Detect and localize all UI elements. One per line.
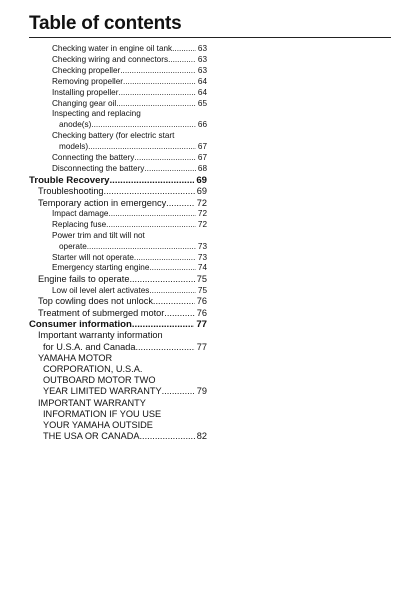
toc-entry[interactable]: [29, 253, 207, 264]
toc-page-number: 75: [197, 285, 207, 295]
toc-entry-title-line: YAMAHA MOTOR: [38, 352, 113, 363]
dot-leader: [120, 66, 196, 77]
toc-entry-title: operate: [59, 241, 87, 251]
toc-entry-title: Replacing fuse: [52, 219, 107, 229]
dot-leader: [110, 175, 195, 187]
toc-entry-title: Removing propeller: [52, 76, 123, 86]
toc-entry-title: anode(s): [59, 120, 92, 130]
toc-entry-title-line: Checking battery (for electric start: [52, 131, 175, 141]
toc-page-number: 74: [197, 263, 207, 273]
toc-page-number: 63: [197, 54, 207, 64]
toc-entry-title: for U.S.A. and Canada: [43, 341, 136, 352]
dot-leader: [108, 209, 195, 220]
toc-entry-title: Troubleshooting: [38, 186, 104, 197]
toc-entry-title: Changing gear oil: [52, 98, 117, 108]
toc-page-number: 73: [197, 241, 207, 251]
dot-leader: [91, 120, 196, 131]
dot-leader: [116, 99, 196, 110]
toc-page-number: 72: [196, 197, 207, 208]
toc-entry[interactable]: [29, 186, 207, 197]
toc-page-number: 65: [197, 98, 207, 108]
toc-page-number: 77: [196, 341, 207, 352]
toc-entry[interactable]: [29, 66, 207, 77]
toc-entry[interactable]: [29, 209, 207, 220]
toc-entry-title: Engine fails to operate: [38, 274, 130, 285]
toc-page-number: 63: [197, 44, 207, 53]
toc-entry-title: Starter will not operate: [52, 252, 134, 262]
toc-entry-title: THE USA OR CANADA: [43, 431, 140, 442]
toc-entry[interactable]: [29, 308, 207, 319]
toc-page-number: 67: [197, 153, 207, 163]
dot-leader: [132, 319, 194, 331]
toc-entry[interactable]: [29, 296, 207, 307]
toc-page-number: 82: [196, 431, 207, 442]
toc-entry[interactable]: [29, 44, 207, 55]
toc-entry-title: Checking water in engine oil tank: [52, 44, 173, 53]
toc-entry[interactable]: [29, 220, 207, 231]
toc-entry-title: Installing propeller: [52, 87, 119, 97]
toc-entry[interactable]: [29, 131, 207, 153]
title-divider: [29, 37, 391, 38]
toc-page-number: 67: [197, 142, 207, 152]
toc-page-number: 73: [197, 252, 207, 262]
toc-page-number: 68: [197, 163, 207, 173]
toc-page-number: 69: [196, 174, 207, 186]
toc-entry[interactable]: [29, 198, 207, 209]
toc-section-heading[interactable]: [29, 319, 207, 331]
toc-page-number: 64: [197, 76, 207, 86]
dot-leader: [104, 186, 195, 197]
toc-entry[interactable]: [29, 55, 207, 66]
toc-entry[interactable]: [29, 77, 207, 88]
toc-entry-title: Connecting the battery: [52, 153, 135, 163]
toc-page-number: 66: [197, 120, 207, 130]
dot-leader: [134, 153, 196, 164]
dot-leader: [118, 88, 195, 99]
dot-leader: [168, 55, 196, 66]
dot-leader: [135, 342, 194, 353]
toc-entry[interactable]: [29, 231, 207, 253]
toc-entry-title-line: IMPORTANT WARRANTY: [38, 397, 146, 408]
toc-page-number: 63: [197, 65, 207, 75]
toc-entry-title: Trouble Recovery: [29, 174, 110, 186]
toc-page-number: 77: [196, 318, 207, 330]
toc-entry-title: models): [59, 142, 89, 152]
toc-page-number: 64: [197, 87, 207, 97]
toc-entry-title-line: YOUR YAMAHA OUTSIDE: [43, 420, 153, 431]
dot-leader: [140, 431, 195, 442]
toc-entry-title: Disconnecting the battery: [52, 163, 145, 173]
dot-leader: [144, 164, 196, 175]
dot-leader: [123, 77, 196, 88]
toc-list: [29, 44, 207, 442]
toc-page-number: 69: [196, 186, 207, 197]
toc-entry-title: Consumer information: [29, 318, 132, 330]
toc-entry-title-line: OUTBOARD MOTOR TWO: [43, 375, 156, 386]
toc-entry-title-line: Important warranty information: [38, 330, 163, 341]
dot-leader: [134, 253, 196, 264]
toc-entry[interactable]: [29, 164, 207, 175]
page-title: Table of contents: [29, 13, 182, 34]
dot-leader: [149, 286, 196, 297]
toc-entry[interactable]: [29, 398, 207, 443]
toc-entry[interactable]: [29, 109, 207, 131]
dot-leader: [88, 142, 196, 153]
toc-entry[interactable]: [29, 99, 207, 110]
toc-entry-title: Checking propeller: [52, 65, 121, 75]
toc-entry[interactable]: [29, 88, 207, 99]
toc-entry-title: Emergency starting engine: [52, 263, 150, 273]
toc-entry[interactable]: [29, 286, 207, 297]
toc-page-number: 72: [197, 219, 207, 229]
toc-section-heading[interactable]: [29, 175, 207, 187]
dot-leader: [172, 44, 196, 55]
toc-entry[interactable]: [29, 274, 207, 285]
toc-page-number: 76: [196, 296, 207, 307]
dot-leader: [129, 274, 194, 285]
dot-leader: [166, 198, 195, 209]
toc-entry-title: YEAR LIMITED WARRANTY: [43, 386, 162, 397]
toc-entry[interactable]: [29, 353, 207, 398]
dot-leader: [87, 242, 196, 253]
toc-entry-title: Checking wiring and connectors: [52, 54, 169, 64]
toc-entry[interactable]: [29, 153, 207, 164]
dot-leader: [106, 220, 196, 231]
dot-leader: [162, 386, 195, 397]
dot-leader: [153, 296, 195, 307]
dot-leader: [164, 308, 194, 319]
toc-page-number: 75: [196, 274, 207, 285]
toc-entry-title-line: Power trim and tilt will not: [52, 230, 145, 240]
toc-entry-title-line: INFORMATION IF YOU USE: [43, 408, 162, 419]
toc-entry-title-line: CORPORATION, U.S.A.: [43, 364, 143, 375]
toc-entry-title: Top cowling does not unlock: [38, 296, 153, 307]
toc-entry-title-line: Inspecting and replacing: [52, 109, 141, 119]
toc-entry-title: Treatment of submerged motor: [38, 307, 165, 318]
toc-entry-title: Low oil level alert activates: [52, 285, 150, 295]
toc-entry[interactable]: [29, 330, 207, 352]
toc-page-number: 79: [196, 386, 207, 397]
toc-page-number: 76: [196, 307, 207, 318]
toc-entry[interactable]: [29, 263, 207, 274]
toc-entry-title: Temporary action in emergency: [38, 197, 167, 208]
toc-entry-title: Impact damage: [52, 208, 109, 218]
toc-page-number: 72: [197, 208, 207, 218]
dot-leader: [149, 263, 195, 274]
